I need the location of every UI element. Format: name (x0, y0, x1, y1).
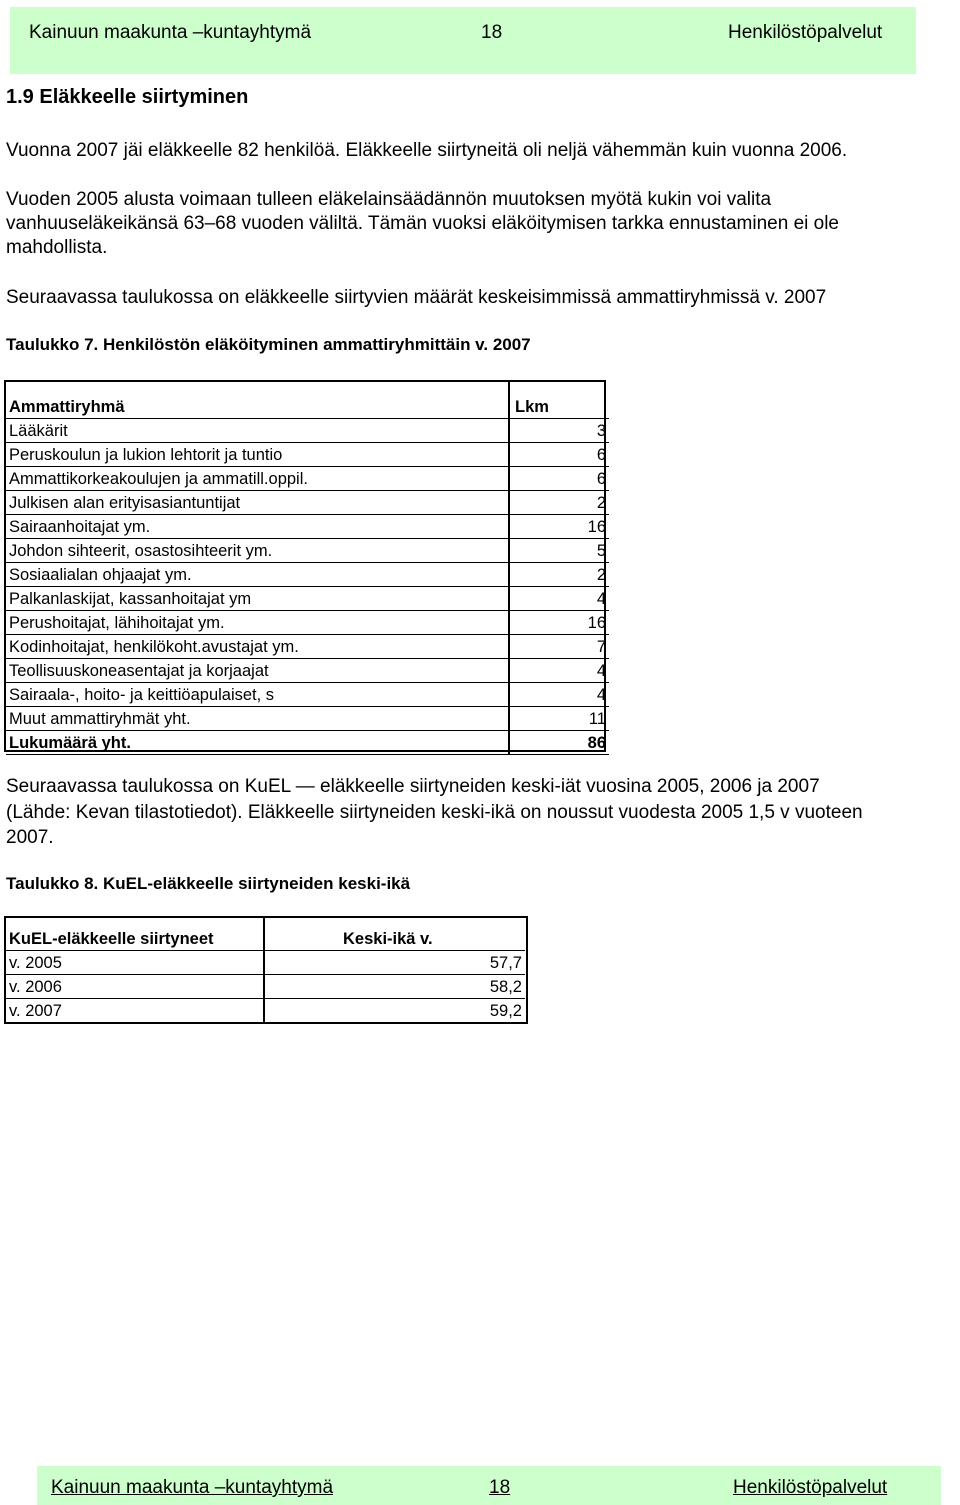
table7-row (6, 539, 609, 563)
footer-page-number: 18 (489, 1477, 511, 1498)
header-dept: Henkilöstöpalvelut (728, 22, 883, 43)
table7-row (6, 467, 609, 491)
table8-cell-value: 57,7 (264, 951, 525, 975)
paragraph-3: Seuraavassa taulukossa on eläkkeelle siirtyvien määrät keskeisimmissä ammattiryhmissä v. 2007 (6, 287, 827, 308)
table7-cell-label: Johdon sihteerit, osastosihteerit ym. (6, 539, 509, 563)
table7-cell-label: Sairaala-, hoito- ja keittiöapulaiset, s (6, 683, 509, 707)
table7-cell-label: Kodinhoitajat, henkilökoht.avustajat ym. (6, 635, 509, 659)
table8-cell-value: 58,2 (264, 975, 525, 999)
table7-cell-value: 6 (509, 443, 609, 467)
table7-cell-value: 4 (509, 587, 609, 611)
table7-cell-value: 16 (509, 611, 609, 635)
table7-cell-value: 16 (509, 515, 609, 539)
footer-dept: Henkilöstöpalvelut (733, 1477, 888, 1498)
table7-total-row (6, 731, 609, 755)
table8-cell-label: v. 2006 (6, 975, 264, 999)
table7-cell-label: Ammattikorkeakoulujen ja ammatill.oppil. (6, 467, 509, 491)
table7-cell-label: Lääkärit (6, 419, 509, 443)
table7-row (6, 563, 609, 587)
table7-cell-label: Lukumäärä yht. (6, 731, 509, 755)
table7-row (6, 683, 609, 707)
table8-header-group: KuEL-eläkkeelle siirtyneet (6, 918, 264, 951)
table7-caption: Taulukko 7. Henkilöstön eläköityminen ammattiryhmittäin v. 2007 (6, 335, 531, 354)
table7-cell-label: Palkanlaskijat, kassanhoitajat ym (6, 587, 509, 611)
table7-cell-label: Julkisen alan erityisasiantuntijat (6, 491, 509, 515)
table7-header-count: Lkm (509, 380, 609, 419)
table7-cell-value: 2 (509, 563, 609, 587)
table7-cell-value: 3 (509, 419, 609, 443)
table7-header-row (6, 380, 609, 419)
table7-row (6, 635, 609, 659)
paragraph-2-line-1: Vuoden 2005 alusta voimaan tulleen eläkelainsäädännön muutoksen myötä kukin voi valita (6, 189, 772, 210)
table8-header-row (6, 918, 525, 951)
table7-cell-value: 5 (509, 539, 609, 563)
paragraph-1: Vuonna 2007 jäi eläkkeelle 82 henkilöä. Eläkkeelle siirtyneitä oli neljä vähemmän kuin vuonna 2006. (6, 140, 848, 161)
section-title: 1.9 Eläkkeelle siirtyminen (6, 86, 249, 108)
paragraph-4-line-2: (Lähde: Kevan tilastotiedot). Eläkkeelle siirtyneiden keski-ikä on noussut vuodesta 2005 1,5 v vuoteen (6, 802, 863, 823)
table8-caption: Taulukko 8. KuEL-eläkkeelle siirtyneiden keski-ikä (6, 874, 411, 893)
table8-cell-label: v. 2005 (6, 951, 264, 975)
table7 (6, 380, 609, 755)
table7-row (6, 659, 609, 683)
table7-cell-label: Teollisuuskoneasentajat ja korjaajat (6, 659, 509, 683)
table7-cell-value: 11 (509, 707, 609, 731)
page-header (10, 7, 916, 74)
table8-cell-label: v. 2007 (6, 999, 264, 1023)
footer-org: Kainuun maakunta –kuntayhtymä (51, 1477, 334, 1498)
table7-cell-label: Sairaanhoitajat ym. (6, 515, 509, 539)
table7-cell-value: 6 (509, 467, 609, 491)
table7-row (6, 515, 609, 539)
paragraph-4-line-3: 2007. (6, 827, 54, 848)
header-page-number: 18 (481, 22, 503, 43)
table8-row (6, 999, 525, 1023)
table7-cell-label: Muut ammattiryhmät yht. (6, 707, 509, 731)
page-footer (37, 1466, 941, 1505)
paragraph-2-line-2: vanhuuseläkeikänsä 63–68 vuoden väliltä. Tämän vuoksi eläköitymisen tarkka ennustaminen ei ole (6, 213, 839, 234)
table7-cell-value: 86 (509, 731, 609, 755)
table7-cell-label: Sosiaalialan ohjaajat ym. (6, 563, 509, 587)
table7-row (6, 587, 609, 611)
table7-cell-label: Peruskoulun ja lukion lehtorit ja tuntio (6, 443, 509, 467)
table7-row (6, 443, 609, 467)
table7-cell-label: Perushoitajat, lähihoitajat ym. (6, 611, 509, 635)
table8-header-age: Keski-ikä v. (264, 918, 525, 951)
table8-cell-value: 59,2 (264, 999, 525, 1023)
paragraph-2-line-3: mahdollista. (6, 237, 108, 258)
table7-row (6, 707, 609, 731)
table7-cell-value: 7 (509, 635, 609, 659)
table7-cell-value: 4 (509, 659, 609, 683)
table7-cell-value: 2 (509, 491, 609, 515)
table7-row (6, 419, 609, 443)
table7-row (6, 491, 609, 515)
table8-row (6, 975, 525, 999)
table7-row (6, 611, 609, 635)
table7-cell-value: 4 (509, 683, 609, 707)
paragraph-4-line-1: Seuraavassa taulukossa on KuEL — eläkkeelle siirtyneiden keski-iät vuosina 2005, 2006 ja 2007 (6, 776, 820, 797)
table8-row (6, 951, 525, 975)
table8 (6, 918, 525, 1023)
table7-header-occupation: Ammattiryhmä (6, 380, 509, 419)
header-org: Kainuun maakunta –kuntayhtymä (29, 22, 312, 43)
